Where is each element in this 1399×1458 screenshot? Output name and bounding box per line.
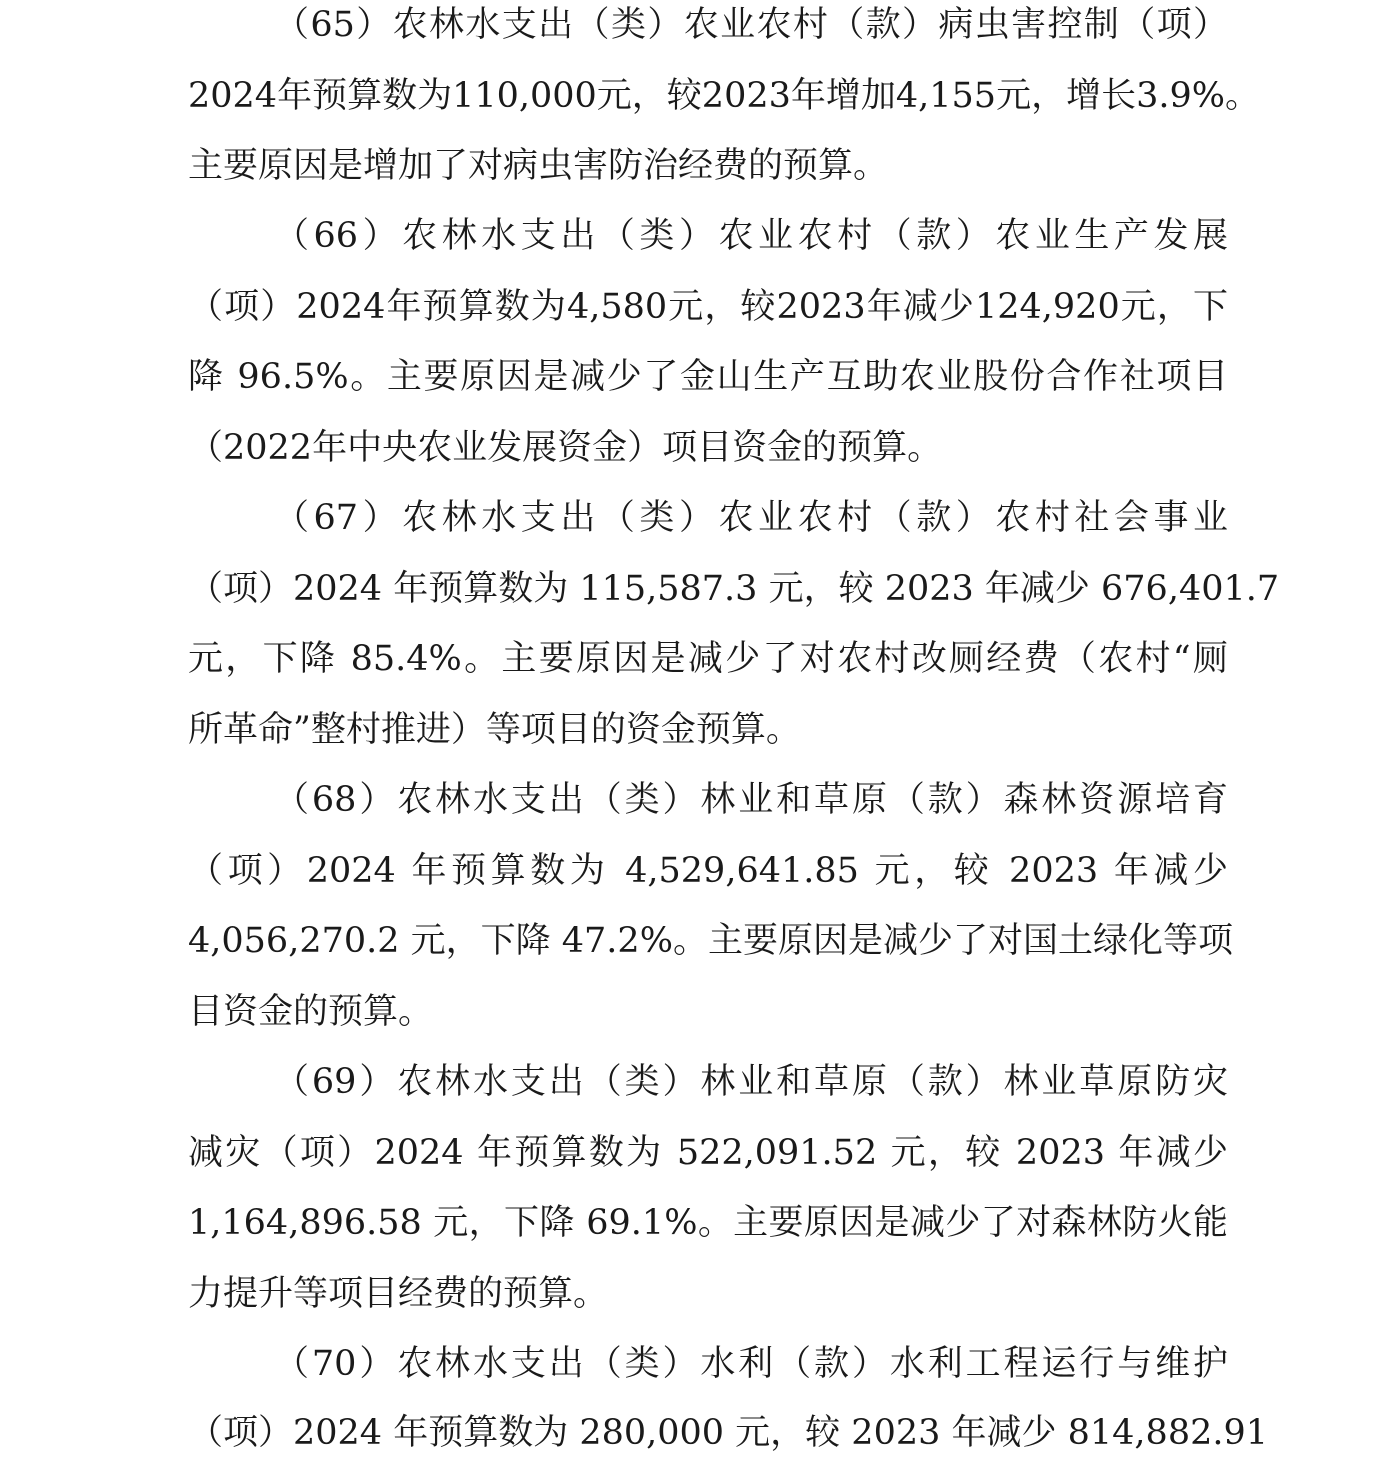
paragraph-67-line-1: （67）农林水支出（类）农业农村（款）农村社会事业 (274, 498, 1228, 538)
paragraph-68-line-1: （68）农林水支出（类）林业和草原（款）森林资源培育 (274, 780, 1228, 820)
paragraph-68-line-2: （项）2024 年预算数为 4,529,641.85 元，较 2023 年减少 (188, 851, 1228, 891)
paragraph-67-line-3: 元，下降 85.4%。主要原因是减少了对农村改厕经费（农村“厕 (188, 639, 1228, 679)
paragraph-69-line-1: （69）农林水支出（类）林业和草原（款）林业草原防灾 (274, 1062, 1228, 1102)
paragraph-65-line-1: （65）农林水支出（类）农业农村（款）病虫害控制（项） (274, 5, 1228, 45)
paragraph-69-line-4: 力提升等项目经费的预算。 (188, 1274, 609, 1314)
paragraph-70-line-2: （项）2024 年预算数为 280,000 元，较 2023 年减少 814,882.91 (188, 1413, 1269, 1453)
paragraph-66-line-2: （项）2024年预算数为4,580元，较2023年减少124,920元，下 (188, 287, 1228, 327)
paragraph-65-line-2: 2024年预算数为110,000元，较2023年增加4,155元，增长3.9%。 (188, 76, 1260, 116)
paragraph-67-line-4: 所革命”整村推进）等项目的资金预算。 (188, 710, 801, 750)
paragraph-69-line-2: 减灾（项）2024 年预算数为 522,091.52 元，较 2023 年减少 (188, 1133, 1228, 1173)
paragraph-67-line-2: （项）2024 年预算数为 115,587.3 元，较 2023 年减少 676,401.7 (188, 569, 1280, 609)
paragraph-66-line-4: （2022年中央农业发展资金）项目资金的预算。 (188, 428, 943, 468)
paragraph-70-line-1: （70）农林水支出（类）水利（款）水利工程运行与维护 (274, 1344, 1228, 1384)
paragraph-66-line-3: 降 96.5%。主要原因是减少了金山生产互助农业股份合作社项目 (188, 357, 1228, 397)
paragraph-68-line-3: 4,056,270.2 元，下降 47.2%。主要原因是减少了对国土绿化等项 (188, 921, 1233, 961)
paragraph-69-line-3: 1,164,896.58 元，下降 69.1%。主要原因是减少了对森林防火能 (188, 1203, 1228, 1243)
paragraph-68-line-4: 目资金的预算。 (188, 992, 434, 1032)
paragraph-65-line-3: 主要原因是增加了对病虫害防治经费的预算。 (188, 146, 889, 186)
document-page (188, 0, 1280, 1458)
paragraph-66-line-1: （66）农林水支出（类）农业农村（款）农业生产发展 (274, 216, 1228, 256)
